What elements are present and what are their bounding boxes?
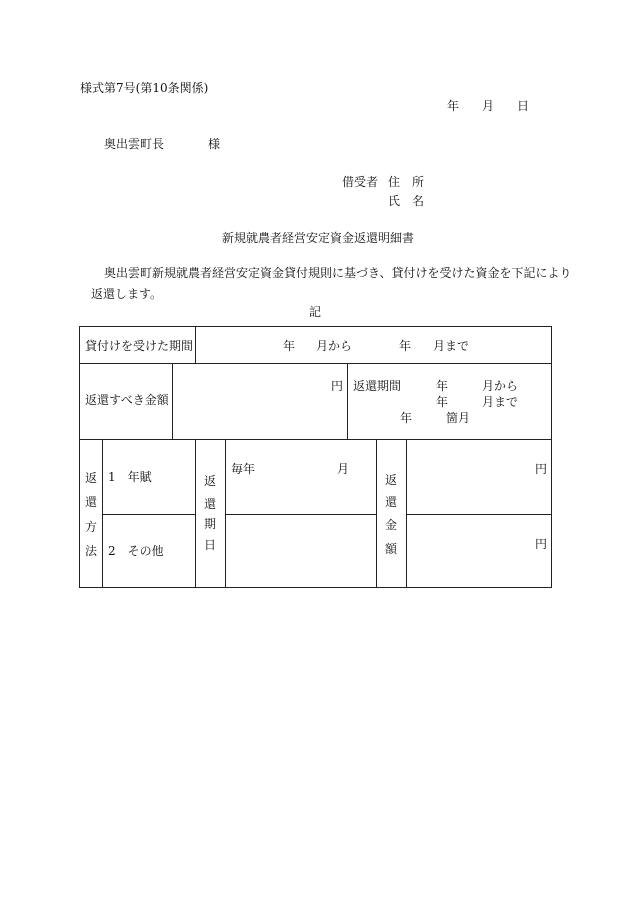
borrower-name-label: 氏 名 bbox=[388, 194, 425, 208]
rp-year-2: 年 bbox=[436, 395, 449, 409]
table-line bbox=[172, 363, 173, 439]
rp-month-from: 月から bbox=[482, 379, 519, 393]
table-line bbox=[406, 439, 407, 587]
amount-yen: 円 bbox=[331, 379, 344, 393]
amount-char-2: 還 bbox=[384, 495, 397, 509]
table-line bbox=[225, 439, 226, 587]
table-line bbox=[79, 326, 552, 327]
loan-from-year: 年 bbox=[283, 339, 296, 353]
loan-period-label: 貸付けを受けた期間 bbox=[85, 339, 194, 353]
amount-char-3: 金 bbox=[384, 518, 397, 532]
rp-months: 箇月 bbox=[446, 411, 471, 425]
amount-char-4: 額 bbox=[384, 542, 397, 556]
every-year-month: 月 bbox=[337, 462, 350, 476]
amount-char-1: 返 bbox=[384, 473, 397, 487]
loan-to-month: 月まで bbox=[433, 339, 470, 353]
loan-from-month: 月から bbox=[316, 339, 353, 353]
method-char-4: 法 bbox=[84, 544, 97, 558]
method-char-1: 返 bbox=[84, 471, 97, 485]
table-line bbox=[347, 363, 348, 439]
addressee-honorific: 様 bbox=[208, 137, 221, 151]
table-line bbox=[79, 439, 552, 440]
table-line bbox=[102, 439, 103, 587]
every-year-label: 毎年 bbox=[231, 462, 256, 476]
ki-label: 記 bbox=[309, 305, 322, 319]
date-char-2: 還 bbox=[203, 497, 216, 511]
borrower-label: 借受者 bbox=[342, 175, 379, 189]
amount-yen-1: 円 bbox=[535, 462, 548, 476]
table-line bbox=[79, 326, 80, 587]
table-line bbox=[102, 514, 195, 515]
table-line bbox=[376, 439, 377, 587]
date-year-label: 年 bbox=[447, 99, 460, 113]
method-option-2: 2 その他 bbox=[108, 544, 164, 558]
document-title: 新規就農者経営安定資金返還明細書 bbox=[222, 231, 415, 245]
rp-month-to: 月まで bbox=[482, 395, 519, 409]
date-char-4: 日 bbox=[203, 538, 216, 552]
table-line bbox=[406, 514, 552, 515]
table-line bbox=[551, 326, 552, 587]
body-line-1: 奥出雲町新規就農者経営安定資金貸付規則に基づき、貸付けを受けた資金を下記により bbox=[104, 266, 572, 280]
form-number: 様式第7号(第10条関係) bbox=[80, 81, 209, 95]
date-day-label: 日 bbox=[517, 99, 530, 113]
borrower-address-label: 住 所 bbox=[388, 175, 425, 189]
loan-to-year: 年 bbox=[399, 339, 412, 353]
addressee-title: 奥出雲町長 bbox=[104, 137, 165, 151]
rp-year-1: 年 bbox=[436, 379, 449, 393]
table-line bbox=[79, 363, 552, 364]
date-char-1: 返 bbox=[203, 474, 216, 488]
amount-yen-2: 円 bbox=[535, 537, 548, 551]
date-month-label: 月 bbox=[482, 99, 495, 113]
body-line-2: 返還します。 bbox=[91, 287, 163, 301]
amount-label: 返還すべき金額 bbox=[85, 393, 169, 407]
table-line bbox=[225, 514, 376, 515]
table-line bbox=[195, 326, 196, 363]
table-line bbox=[195, 439, 196, 587]
repay-period-label: 返還期間 bbox=[353, 379, 402, 393]
table-line bbox=[79, 587, 552, 588]
method-char-2: 還 bbox=[84, 495, 97, 509]
method-char-3: 方 bbox=[84, 520, 97, 534]
method-option-1: 1 年賦 bbox=[108, 470, 152, 484]
date-char-3: 期 bbox=[203, 517, 216, 531]
rp-year-3: 年 bbox=[400, 411, 413, 425]
